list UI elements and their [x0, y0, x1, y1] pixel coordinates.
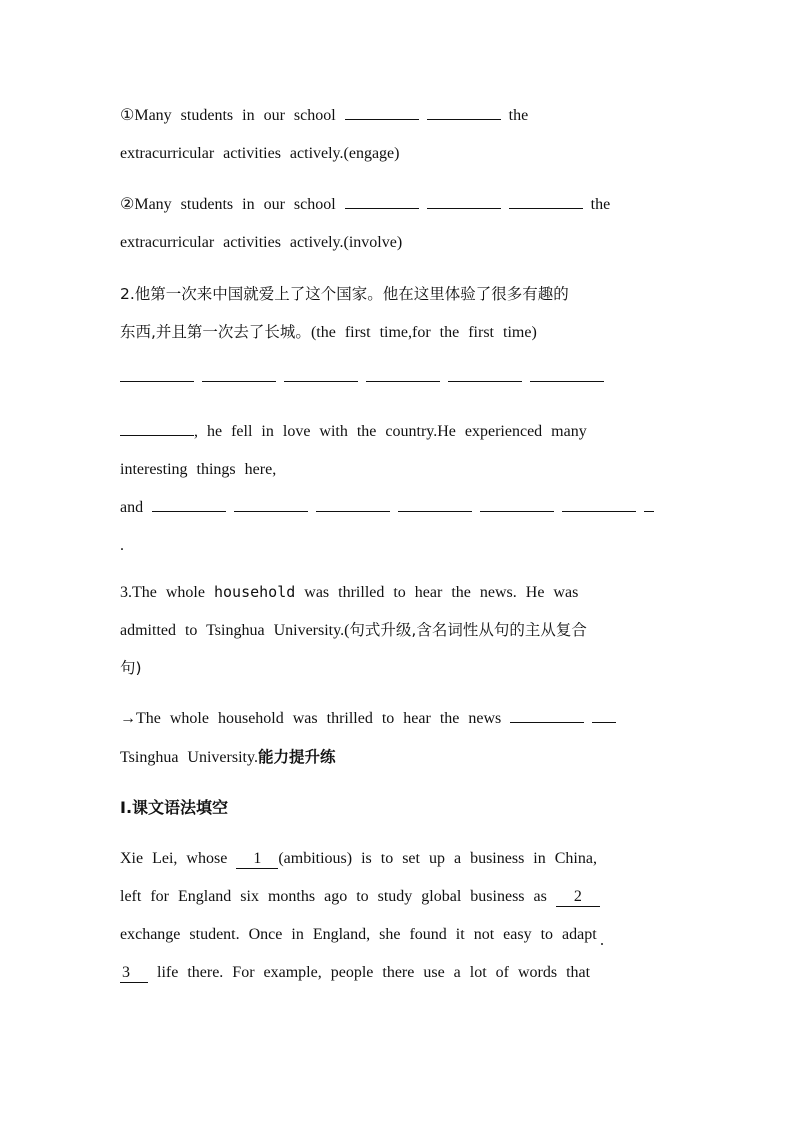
q2-line2 [120, 316, 676, 354]
q3-line2 [120, 614, 676, 652]
answer-blank[interactable] [480, 493, 554, 512]
passage-line3 [120, 919, 676, 957]
answer-blank[interactable] [120, 363, 194, 382]
answer-blank[interactable] [427, 190, 501, 209]
q1a-line1 [120, 100, 676, 138]
q2-line6 [120, 492, 676, 530]
answer-blank[interactable] [316, 493, 390, 512]
q3-line1-word: household [213, 583, 296, 601]
answer-blank[interactable] [345, 101, 419, 120]
answer-blank[interactable] [592, 704, 616, 723]
answer-blank[interactable] [448, 363, 522, 382]
q2-line6-prefix: and [120, 499, 144, 516]
answer-blank[interactable] [427, 101, 501, 120]
q3-arrow-text: →The whole household was thrilled to hear the news [120, 710, 502, 727]
numbered-blank-1[interactable]: 1 [236, 850, 278, 869]
passage-l1-a: Xie Lei, whose [120, 850, 228, 867]
q2-line4 [120, 416, 676, 454]
q2-line4-text: , he fell in love with the country.He experienced many [194, 423, 587, 440]
section-title-ability: 能力提升练 [257, 748, 336, 766]
answer-blank[interactable] [152, 493, 226, 512]
q1b-line2: extracurricular activities actively.(involve) [120, 234, 403, 251]
answer-blank[interactable] [284, 363, 358, 382]
answer-blank[interactable] [530, 363, 604, 382]
q1b-line1 [120, 189, 676, 227]
answer-blank[interactable] [398, 493, 472, 512]
q1a-text-before: Many students in our school [134, 107, 336, 124]
document-page [120, 100, 676, 995]
q2-line7: . [120, 537, 124, 554]
q3-line5-en: Tsinghua University. [120, 749, 258, 766]
passage-l1-b: (ambitious) is to set up a business in China, [278, 850, 597, 867]
q1a-line2: extracurricular activities actively.(engage) [120, 145, 400, 162]
answer-blank[interactable] [234, 493, 308, 512]
q3-line1-b: was thrilled to hear the news. He was [295, 584, 579, 601]
q3-line3: 句) [120, 659, 142, 677]
answer-blank[interactable] [510, 704, 584, 723]
answer-blank[interactable] [120, 417, 194, 436]
passage-l3: exchange student. Once in England, she found it not easy to adapt [120, 926, 597, 943]
passage-l4: life there. For example, people there use a lot of words that [157, 964, 591, 981]
q3-line1 [120, 576, 676, 614]
q3-line1-a: 3.The whole [120, 584, 214, 601]
passage-line2 [120, 881, 676, 919]
q3-arrow-line [120, 703, 676, 741]
q1b-text-after: the [590, 196, 611, 213]
q2-line1: 2.他第一次来中国就爱上了这个国家。他在这里体验了很多有趣的 [120, 285, 569, 303]
q3-line2-cn: 句式升级,含名词性从句的主从复合 [349, 621, 587, 639]
answer-blank[interactable] [345, 190, 419, 209]
q1b-text-before: Many students in our school [134, 196, 336, 213]
passage-line1 [120, 843, 676, 881]
q2-line2-en: (the first time,for the first time) [310, 324, 537, 341]
passage-line4 [120, 957, 676, 995]
answer-blank[interactable] [202, 363, 276, 382]
q1a-text-after: the [508, 107, 529, 124]
q2-blank-row [120, 362, 676, 400]
q2-line2-cn: 东西,并且第一次去了长城。 [120, 323, 311, 341]
numbered-blank-3[interactable]: 3 [120, 964, 148, 983]
q1b-marker: ② [120, 196, 135, 213]
answer-blank[interactable] [366, 363, 440, 382]
answer-blank[interactable] [509, 190, 583, 209]
stray-dot [601, 943, 603, 945]
answer-blank[interactable] [562, 493, 636, 512]
section-heading: Ⅰ.课文语法填空 [120, 798, 229, 817]
q3-line5 [120, 741, 676, 779]
q2-line5: interesting things here, [120, 461, 277, 478]
answer-blank[interactable] [644, 493, 654, 512]
numbered-blank-2[interactable]: 2 [556, 888, 600, 907]
q3-line2-en: admitted to Tsinghua University.( [120, 622, 350, 639]
passage-l2-a: left for England six months ago to study global business as [120, 888, 547, 905]
q1a-marker: ① [120, 107, 135, 124]
